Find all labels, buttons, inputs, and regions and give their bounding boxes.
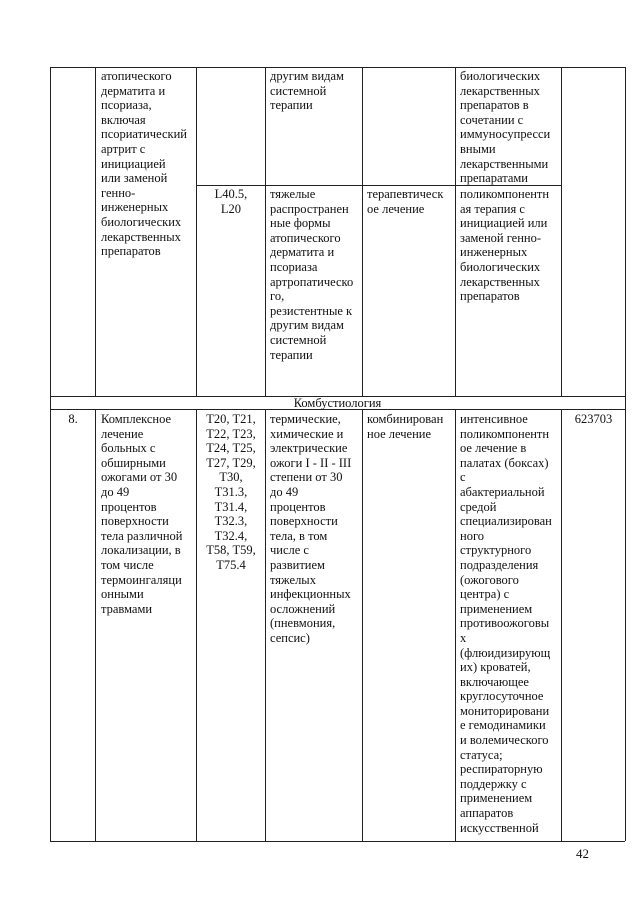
col-border — [362, 67, 363, 396]
diagnosis-cell: атопического дерматита и псориаза, включая псориатический артрит с инициацией или заменой генно- инженерных биологических лекарственных препаратов — [101, 69, 187, 259]
col-border — [196, 67, 197, 396]
col-border — [265, 409, 266, 841]
col-border — [561, 409, 562, 841]
page-number: 42 — [576, 846, 589, 861]
icd-code-cell: T20, T21, T22, T23, T24, T25, T27, T29, T30, T31.3, T31.4, T32.3, T32.4, T58, T59, T75.4 — [206, 412, 256, 572]
method-cell: интенсивное поликомпонентн ое лечение в палатах (боксах) с абактериальной средой специализирован ного структурного подразделения (ожогового центра) с применением противоожоговы х (флюидизирующ их) кроватей, включающее круглосуточное мониторировани е гемодинамики и волемического статуса; респираторную поддержку с применением аппаратов искусственной — [460, 412, 552, 835]
table-top-border — [50, 67, 625, 68]
model-cell: термические, химические и электрические ожоги I - II - III степени от 30 до 49 процентов поверхности тела, в том числе с развитием тяжелых инфекционных осложнений (пневмония, сепсис) — [270, 412, 352, 645]
col-border — [561, 67, 562, 396]
table-bottom-border — [50, 841, 625, 842]
col-border — [95, 409, 96, 841]
cost-cell: 623703 — [574, 412, 613, 426]
col-border — [455, 409, 456, 841]
treatment-type-cell: комбинирован ное лечение — [367, 412, 444, 441]
col-border — [265, 67, 266, 396]
col-border — [95, 67, 96, 396]
row-number-cell: 8. — [68, 412, 78, 426]
method-cell: биологических лекарственных препаратов в сочетании с иммуносупресси вными лекарственными препаратами — [460, 69, 551, 186]
col-border — [455, 67, 456, 396]
col-border — [362, 409, 363, 841]
treatment-type-cell: терапевтическ ое лечение — [367, 187, 444, 216]
icd-code-cell: L40.5, L20 — [214, 187, 248, 216]
col-border — [625, 67, 626, 841]
model-cell: другим видам системной терапии — [270, 69, 344, 113]
model-cell: тяжелые распространен ные формы атопического дерматита и псориаза артропатическо го, резистентные к другим видам системной терапии — [270, 187, 354, 362]
method-cell: поликомпонентн ая терапия с инициацией или заменой генно- инженерных биологических лекарственных препаратов — [460, 187, 550, 304]
section-title: Комбустиология — [293, 396, 382, 410]
diagnosis-cell: Комплексное лечение больных с обширными ожогами от 30 до 49 процентов поверхности тела различной локализации, в том числе термоингаляци онными травмами — [101, 412, 183, 616]
col-border — [50, 67, 51, 841]
